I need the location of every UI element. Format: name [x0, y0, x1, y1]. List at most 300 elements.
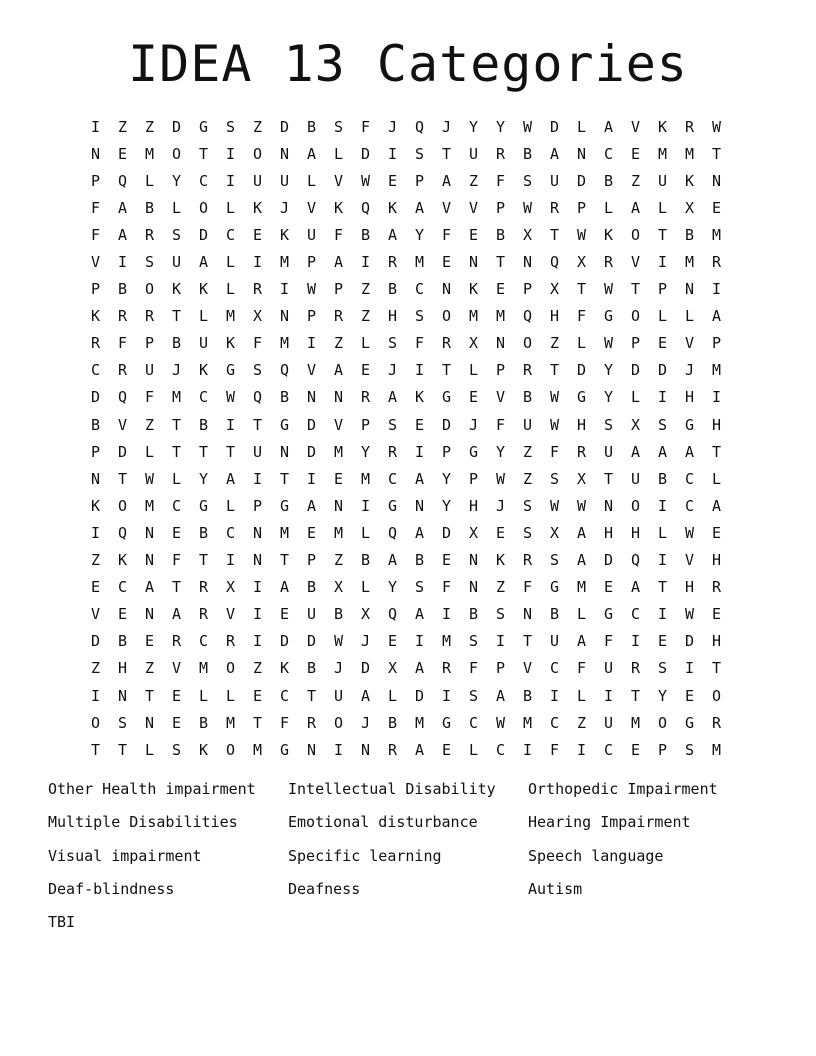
grid-letter: P: [306, 551, 317, 570]
word-list-item: Hearing Impairment: [528, 813, 691, 832]
grid-letter: I: [90, 686, 101, 705]
grid-letter: D: [414, 686, 425, 705]
grid-letter: M: [225, 307, 236, 326]
grid-letter: K: [657, 117, 668, 136]
grid-letter: X: [468, 334, 479, 353]
grid-letter: N: [414, 496, 425, 515]
grid-letter: F: [90, 198, 101, 217]
grid-letter: G: [198, 496, 209, 515]
grid-letter: N: [117, 686, 128, 705]
grid-letter: Y: [657, 686, 668, 705]
grid-letter: W: [603, 334, 614, 353]
word-list-item: Autism: [528, 879, 583, 898]
grid-letter: F: [117, 334, 128, 353]
grid-row: [82, 519, 757, 546]
grid-letter: Z: [576, 713, 587, 732]
grid-letter: Y: [414, 225, 425, 244]
grid-letter: P: [468, 469, 479, 488]
grid-letter: E: [414, 415, 425, 434]
grid-letter: I: [225, 144, 236, 163]
grid-letter: M: [711, 740, 722, 759]
grid-letter: G: [549, 578, 560, 597]
grid-row: [82, 628, 757, 655]
grid-letter: L: [360, 578, 371, 597]
grid-letter: B: [522, 686, 533, 705]
grid-letter: S: [468, 686, 479, 705]
grid-letter: S: [117, 713, 128, 732]
grid-letter: Z: [522, 469, 533, 488]
grid-letter: S: [414, 307, 425, 326]
grid-letter: H: [684, 578, 695, 597]
grid-letter: R: [603, 253, 614, 272]
grid-letter: I: [306, 469, 317, 488]
grid-letter: A: [711, 307, 722, 326]
grid-letter: O: [522, 334, 533, 353]
grid-letter: N: [306, 740, 317, 759]
grid-letter: T: [306, 686, 317, 705]
grid-letter: Z: [252, 659, 263, 678]
word-list-item: Deafness: [288, 879, 361, 898]
grid-letter: F: [468, 659, 479, 678]
grid-letter: D: [657, 361, 668, 380]
grid-letter: N: [576, 144, 587, 163]
grid-letter: U: [603, 713, 614, 732]
grid-letter: J: [360, 713, 371, 732]
grid-letter: O: [441, 307, 452, 326]
grid-letter: U: [522, 415, 533, 434]
grid-letter: I: [657, 388, 668, 407]
grid-letter: H: [576, 415, 587, 434]
grid-letter: X: [252, 307, 263, 326]
grid-letter: Z: [144, 659, 155, 678]
grid-letter: D: [576, 361, 587, 380]
grid-letter: I: [225, 551, 236, 570]
grid-letter: I: [414, 442, 425, 461]
grid-letter: U: [252, 442, 263, 461]
grid-letter: G: [279, 496, 290, 515]
grid-row: [82, 248, 757, 275]
grid-letter: S: [171, 225, 182, 244]
grid-letter: D: [279, 632, 290, 651]
grid-letter: E: [495, 523, 506, 542]
grid-letter: A: [657, 442, 668, 461]
grid-letter: P: [576, 198, 587, 217]
word-list: [48, 778, 788, 944]
grid-letter: C: [549, 713, 560, 732]
grid-letter: C: [279, 686, 290, 705]
grid-letter: A: [711, 496, 722, 515]
grid-letter: A: [306, 496, 317, 515]
grid-letter: Z: [360, 280, 371, 299]
grid-letter: F: [144, 388, 155, 407]
grid-letter: K: [279, 659, 290, 678]
grid-letter: R: [441, 334, 452, 353]
grid-letter: R: [225, 632, 236, 651]
grid-letter: T: [198, 144, 209, 163]
grid-letter: I: [495, 632, 506, 651]
grid-letter: N: [522, 605, 533, 624]
grid-letter: Z: [144, 117, 155, 136]
grid-letter: H: [387, 307, 398, 326]
grid-letter: T: [252, 713, 263, 732]
grid-letter: I: [117, 253, 128, 272]
grid-letter: J: [684, 361, 695, 380]
grid-letter: T: [576, 280, 587, 299]
grid-letter: B: [333, 605, 344, 624]
grid-letter: T: [117, 469, 128, 488]
grid-letter: T: [441, 144, 452, 163]
grid-letter: G: [603, 605, 614, 624]
grid-letter: M: [684, 144, 695, 163]
grid-letter: F: [441, 225, 452, 244]
grid-letter: T: [711, 144, 722, 163]
grid-letter: X: [576, 253, 587, 272]
grid-letter: E: [387, 632, 398, 651]
grid-letter: W: [684, 523, 695, 542]
grid-letter: R: [90, 334, 101, 353]
grid-letter: I: [657, 253, 668, 272]
grid-row: [82, 601, 757, 628]
grid-letter: R: [360, 388, 371, 407]
grid-letter: R: [171, 632, 182, 651]
grid-letter: E: [252, 225, 263, 244]
grid-letter: K: [198, 740, 209, 759]
grid-letter: A: [117, 198, 128, 217]
grid-letter: W: [495, 713, 506, 732]
grid-letter: C: [198, 632, 209, 651]
grid-letter: S: [333, 117, 344, 136]
grid-letter: D: [198, 225, 209, 244]
grid-letter: O: [144, 280, 155, 299]
grid-letter: D: [684, 632, 695, 651]
grid-letter: B: [117, 280, 128, 299]
grid-row: [82, 384, 757, 411]
grid-letter: T: [252, 415, 263, 434]
grid-letter: W: [576, 225, 587, 244]
grid-letter: B: [279, 388, 290, 407]
grid-letter: M: [144, 144, 155, 163]
grid-letter: F: [360, 117, 371, 136]
grid-letter: D: [441, 415, 452, 434]
grid-letter: P: [144, 334, 155, 353]
grid-letter: B: [387, 280, 398, 299]
word-list-item: Intellectual Disability: [288, 780, 496, 798]
grid-letter: J: [387, 117, 398, 136]
grid-letter: A: [306, 144, 317, 163]
grid-letter: V: [468, 198, 479, 217]
grid-letter: L: [171, 198, 182, 217]
grid-letter: P: [630, 334, 641, 353]
grid-letter: S: [387, 334, 398, 353]
grid-letter: V: [306, 198, 317, 217]
grid-letter: K: [252, 198, 263, 217]
grid-letter: V: [630, 117, 641, 136]
grid-letter: B: [198, 713, 209, 732]
grid-letter: M: [522, 713, 533, 732]
grid-letter: Q: [549, 253, 560, 272]
grid-letter: W: [522, 198, 533, 217]
grid-letter: Y: [603, 388, 614, 407]
grid-row: [82, 303, 757, 330]
grid-letter: N: [603, 496, 614, 515]
grid-letter: G: [684, 713, 695, 732]
grid-letter: R: [441, 659, 452, 678]
grid-letter: W: [576, 496, 587, 515]
grid-letter: X: [576, 469, 587, 488]
grid-letter: P: [252, 496, 263, 515]
grid-letter: N: [684, 280, 695, 299]
grid-letter: A: [549, 144, 560, 163]
grid-letter: I: [90, 523, 101, 542]
grid-letter: D: [441, 523, 452, 542]
grid-letter: E: [387, 171, 398, 190]
grid-letter: R: [711, 578, 722, 597]
grid-letter: Z: [360, 307, 371, 326]
grid-letter: U: [603, 659, 614, 678]
grid-letter: Y: [468, 117, 479, 136]
grid-letter: N: [144, 713, 155, 732]
grid-letter: F: [279, 713, 290, 732]
grid-letter: L: [225, 198, 236, 217]
grid-letter: W: [360, 171, 371, 190]
grid-letter: E: [468, 388, 479, 407]
grid-letter: D: [549, 117, 560, 136]
grid-letter: U: [549, 171, 560, 190]
grid-letter: B: [306, 578, 317, 597]
grid-row: [82, 438, 757, 465]
grid-letter: M: [333, 523, 344, 542]
grid-letter: V: [684, 334, 695, 353]
grid-letter: V: [522, 659, 533, 678]
grid-letter: E: [441, 253, 452, 272]
grid-letter: R: [711, 713, 722, 732]
grid-row: [82, 574, 757, 601]
grid-letter: S: [252, 361, 263, 380]
grid-letter: A: [630, 198, 641, 217]
grid-letter: I: [279, 280, 290, 299]
grid-letter: L: [576, 334, 587, 353]
grid-letter: D: [90, 632, 101, 651]
grid-letter: X: [630, 415, 641, 434]
grid-row: [82, 655, 757, 682]
grid-letter: M: [495, 307, 506, 326]
grid-letter: R: [144, 225, 155, 244]
grid-letter: M: [333, 442, 344, 461]
grid-letter: M: [198, 659, 209, 678]
grid-letter: N: [468, 578, 479, 597]
grid-letter: M: [279, 253, 290, 272]
grid-letter: A: [387, 551, 398, 570]
grid-letter: X: [468, 523, 479, 542]
grid-letter: G: [684, 415, 695, 434]
grid-letter: A: [414, 740, 425, 759]
grid-letter: B: [414, 551, 425, 570]
grid-letter: F: [549, 442, 560, 461]
grid-letter: L: [144, 171, 155, 190]
grid-letter: Y: [198, 469, 209, 488]
grid-letter: B: [90, 415, 101, 434]
grid-letter: C: [684, 469, 695, 488]
grid-letter: A: [414, 659, 425, 678]
grid-letter: I: [252, 253, 263, 272]
grid-letter: E: [630, 740, 641, 759]
grid-letter: R: [144, 307, 155, 326]
grid-letter: A: [333, 361, 344, 380]
grid-letter: O: [171, 144, 182, 163]
grid-letter: S: [549, 469, 560, 488]
grid-letter: W: [522, 117, 533, 136]
grid-letter: L: [468, 740, 479, 759]
grid-letter: O: [117, 496, 128, 515]
grid-letter: C: [198, 171, 209, 190]
grid-letter: G: [279, 740, 290, 759]
grid-letter: C: [90, 361, 101, 380]
grid-letter: M: [414, 253, 425, 272]
grid-letter: S: [387, 415, 398, 434]
grid-letter: I: [657, 605, 668, 624]
grid-letter: H: [603, 523, 614, 542]
grid-letter: L: [711, 469, 722, 488]
grid-letter: Q: [387, 523, 398, 542]
grid-letter: S: [684, 740, 695, 759]
grid-letter: Z: [117, 117, 128, 136]
grid-letter: W: [549, 388, 560, 407]
grid-letter: N: [144, 523, 155, 542]
grid-letter: F: [441, 578, 452, 597]
grid-letter: A: [414, 605, 425, 624]
grid-letter: Z: [144, 415, 155, 434]
grid-letter: V: [441, 198, 452, 217]
grid-letter: E: [333, 469, 344, 488]
grid-letter: E: [603, 578, 614, 597]
grid-letter: I: [252, 578, 263, 597]
grid-letter: Y: [495, 442, 506, 461]
grid-letter: Z: [333, 551, 344, 570]
grid-letter: R: [495, 144, 506, 163]
grid-letter: N: [90, 469, 101, 488]
grid-letter: T: [198, 442, 209, 461]
grid-letter: A: [279, 578, 290, 597]
grid-letter: N: [144, 605, 155, 624]
grid-letter: P: [495, 659, 506, 678]
grid-letter: A: [144, 578, 155, 597]
grid-letter: S: [144, 253, 155, 272]
grid-letter: U: [306, 605, 317, 624]
grid-letter: R: [576, 442, 587, 461]
grid-letter: V: [684, 551, 695, 570]
grid-letter: I: [576, 740, 587, 759]
grid-letter: F: [522, 578, 533, 597]
grid-letter: K: [387, 198, 398, 217]
grid-letter: E: [252, 686, 263, 705]
grid-letter: G: [576, 388, 587, 407]
grid-letter: W: [549, 496, 560, 515]
grid-letter: L: [333, 144, 344, 163]
grid-letter: L: [630, 388, 641, 407]
grid-letter: A: [414, 523, 425, 542]
grid-letter: I: [414, 361, 425, 380]
grid-letter: N: [279, 144, 290, 163]
grid-letter: X: [549, 280, 560, 299]
grid-letter: V: [225, 605, 236, 624]
grid-letter: L: [576, 117, 587, 136]
grid-letter: T: [441, 361, 452, 380]
grid-letter: I: [549, 686, 560, 705]
grid-letter: Z: [522, 442, 533, 461]
grid-letter: A: [225, 469, 236, 488]
grid-letter: V: [117, 415, 128, 434]
grid-letter: A: [360, 686, 371, 705]
grid-letter: B: [387, 713, 398, 732]
grid-letter: B: [522, 388, 533, 407]
grid-letter: B: [306, 659, 317, 678]
grid-letter: A: [171, 605, 182, 624]
grid-letter: G: [603, 307, 614, 326]
grid-letter: B: [549, 605, 560, 624]
grid-letter: T: [144, 686, 155, 705]
grid-letter: M: [414, 713, 425, 732]
grid-letter: J: [387, 361, 398, 380]
grid-letter: P: [495, 361, 506, 380]
grid-letter: O: [225, 659, 236, 678]
grid-letter: M: [630, 713, 641, 732]
grid-letter: E: [306, 523, 317, 542]
grid-letter: E: [171, 523, 182, 542]
grid-letter: I: [711, 280, 722, 299]
grid-letter: P: [441, 442, 452, 461]
grid-letter: G: [441, 713, 452, 732]
grid-letter: K: [225, 334, 236, 353]
grid-letter: X: [549, 523, 560, 542]
grid-letter: N: [468, 253, 479, 272]
grid-letter: U: [333, 686, 344, 705]
grid-letter: O: [198, 198, 209, 217]
grid-letter: T: [90, 740, 101, 759]
grid-letter: R: [333, 307, 344, 326]
grid-letter: B: [171, 334, 182, 353]
grid-letter: M: [684, 253, 695, 272]
grid-letter: L: [144, 442, 155, 461]
grid-letter: R: [387, 740, 398, 759]
grid-row: [82, 709, 757, 736]
word-list-item: Speech language: [528, 846, 664, 865]
grid-letter: L: [306, 171, 317, 190]
grid-letter: S: [495, 605, 506, 624]
grid-letter: C: [198, 388, 209, 407]
grid-row: [82, 357, 757, 384]
grid-letter: T: [657, 578, 668, 597]
grid-letter: U: [630, 469, 641, 488]
grid-letter: I: [387, 144, 398, 163]
grid-row: [82, 194, 757, 221]
grid-letter: P: [90, 442, 101, 461]
grid-letter: K: [603, 225, 614, 244]
grid-letter: V: [171, 659, 182, 678]
grid-letter: M: [468, 307, 479, 326]
grid-letter: O: [630, 307, 641, 326]
grid-letter: K: [684, 171, 695, 190]
grid-letter: J: [171, 361, 182, 380]
grid-letter: F: [495, 415, 506, 434]
grid-letter: M: [225, 713, 236, 732]
grid-letter: L: [387, 686, 398, 705]
grid-letter: A: [630, 442, 641, 461]
grid-letter: O: [630, 496, 641, 515]
grid-letter: K: [198, 280, 209, 299]
grid-letter: P: [333, 280, 344, 299]
grid-letter: Y: [441, 469, 452, 488]
word-list-item: Multiple Disabilities: [48, 813, 238, 832]
